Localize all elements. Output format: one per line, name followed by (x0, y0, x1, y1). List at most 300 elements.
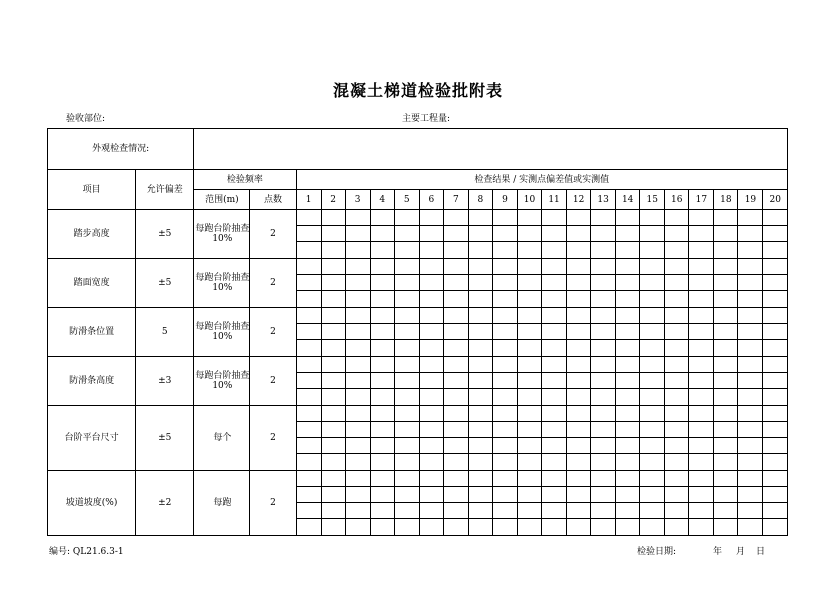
measurement-cell[interactable] (616, 357, 640, 373)
measurement-cell[interactable] (542, 308, 567, 324)
measurement-cell[interactable] (296, 389, 321, 406)
measurement-cell[interactable] (665, 503, 689, 519)
measurement-cell[interactable] (419, 519, 443, 536)
measurement-cell[interactable] (394, 308, 419, 324)
measurement-cell[interactable] (345, 422, 370, 438)
measurement-cell[interactable] (567, 210, 591, 226)
measurement-cell[interactable] (591, 357, 616, 373)
measurement-cell[interactable] (443, 519, 468, 536)
measurement-cell[interactable] (640, 406, 665, 422)
measurement-cell[interactable] (640, 519, 665, 536)
measurement-cell[interactable] (296, 519, 321, 536)
measurement-cell[interactable] (443, 487, 468, 503)
measurement-cell[interactable] (419, 438, 443, 454)
measurement-cell[interactable] (468, 226, 492, 242)
measurement-cell[interactable] (542, 226, 567, 242)
measurement-cell[interactable] (321, 471, 345, 487)
measurement-cell[interactable] (738, 373, 763, 389)
measurement-cell[interactable] (296, 259, 321, 275)
measurement-cell[interactable] (689, 357, 714, 373)
measurement-cell[interactable] (321, 210, 345, 226)
measurement-cell[interactable] (763, 422, 788, 438)
measurement-cell[interactable] (542, 389, 567, 406)
measurement-cell[interactable] (394, 226, 419, 242)
measurement-cell[interactable] (640, 340, 665, 357)
measurement-cell[interactable] (640, 389, 665, 406)
measurement-cell[interactable] (763, 519, 788, 536)
measurement-cell[interactable] (468, 519, 492, 536)
measurement-cell[interactable] (665, 487, 689, 503)
measurement-cell[interactable] (345, 389, 370, 406)
measurement-cell[interactable] (492, 210, 517, 226)
measurement-cell[interactable] (763, 242, 788, 259)
measurement-cell[interactable] (394, 242, 419, 259)
measurement-cell[interactable] (591, 519, 616, 536)
measurement-cell[interactable] (738, 454, 763, 471)
measurement-cell[interactable] (492, 519, 517, 536)
measurement-cell[interactable] (616, 324, 640, 340)
measurement-cell[interactable] (542, 519, 567, 536)
measurement-cell[interactable] (345, 454, 370, 471)
measurement-cell[interactable] (542, 373, 567, 389)
measurement-cell[interactable] (345, 226, 370, 242)
measurement-cell[interactable] (689, 454, 714, 471)
measurement-cell[interactable] (640, 422, 665, 438)
measurement-cell[interactable] (468, 357, 492, 373)
measurement-cell[interactable] (567, 389, 591, 406)
measurement-cell[interactable] (517, 308, 541, 324)
measurement-cell[interactable] (640, 324, 665, 340)
measurement-cell[interactable] (419, 373, 443, 389)
measurement-cell[interactable] (542, 242, 567, 259)
measurement-cell[interactable] (763, 308, 788, 324)
measurement-cell[interactable] (616, 471, 640, 487)
measurement-cell[interactable] (321, 324, 345, 340)
appearance-check-cell[interactable] (194, 129, 788, 170)
measurement-cell[interactable] (640, 357, 665, 373)
measurement-cell[interactable] (370, 503, 394, 519)
measurement-cell[interactable] (345, 340, 370, 357)
measurement-cell[interactable] (492, 242, 517, 259)
measurement-cell[interactable] (443, 210, 468, 226)
measurement-cell[interactable] (419, 503, 443, 519)
measurement-cell[interactable] (345, 471, 370, 487)
measurement-cell[interactable] (689, 438, 714, 454)
measurement-cell[interactable] (394, 210, 419, 226)
measurement-cell[interactable] (763, 275, 788, 291)
measurement-cell[interactable] (443, 454, 468, 471)
measurement-cell[interactable] (763, 340, 788, 357)
measurement-cell[interactable] (321, 340, 345, 357)
measurement-cell[interactable] (591, 210, 616, 226)
measurement-cell[interactable] (665, 389, 689, 406)
measurement-cell[interactable] (665, 226, 689, 242)
measurement-cell[interactable] (542, 291, 567, 308)
measurement-cell[interactable] (714, 275, 738, 291)
measurement-cell[interactable] (419, 259, 443, 275)
measurement-cell[interactable] (665, 357, 689, 373)
measurement-cell[interactable] (542, 357, 567, 373)
measurement-cell[interactable] (370, 438, 394, 454)
measurement-cell[interactable] (640, 242, 665, 259)
measurement-cell[interactable] (689, 226, 714, 242)
measurement-cell[interactable] (370, 210, 394, 226)
measurement-cell[interactable] (567, 308, 591, 324)
measurement-cell[interactable] (591, 503, 616, 519)
measurement-cell[interactable] (345, 519, 370, 536)
measurement-cell[interactable] (763, 226, 788, 242)
measurement-cell[interactable] (370, 259, 394, 275)
measurement-cell[interactable] (542, 438, 567, 454)
measurement-cell[interactable] (296, 454, 321, 471)
measurement-cell[interactable] (296, 210, 321, 226)
measurement-cell[interactable] (296, 226, 321, 242)
measurement-cell[interactable] (296, 308, 321, 324)
measurement-cell[interactable] (517, 389, 541, 406)
measurement-cell[interactable] (468, 210, 492, 226)
measurement-cell[interactable] (616, 487, 640, 503)
measurement-cell[interactable] (370, 389, 394, 406)
measurement-cell[interactable] (492, 406, 517, 422)
measurement-cell[interactable] (591, 438, 616, 454)
measurement-cell[interactable] (296, 275, 321, 291)
measurement-cell[interactable] (345, 259, 370, 275)
measurement-cell[interactable] (468, 291, 492, 308)
measurement-cell[interactable] (394, 487, 419, 503)
measurement-cell[interactable] (567, 454, 591, 471)
measurement-cell[interactable] (640, 226, 665, 242)
measurement-cell[interactable] (443, 324, 468, 340)
measurement-cell[interactable] (296, 357, 321, 373)
measurement-cell[interactable] (738, 226, 763, 242)
measurement-cell[interactable] (714, 422, 738, 438)
measurement-cell[interactable] (640, 275, 665, 291)
measurement-cell[interactable] (468, 487, 492, 503)
measurement-cell[interactable] (763, 373, 788, 389)
measurement-cell[interactable] (616, 406, 640, 422)
measurement-cell[interactable] (321, 357, 345, 373)
measurement-cell[interactable] (419, 422, 443, 438)
measurement-cell[interactable] (689, 389, 714, 406)
measurement-cell[interactable] (689, 519, 714, 536)
measurement-cell[interactable] (665, 291, 689, 308)
measurement-cell[interactable] (345, 210, 370, 226)
measurement-cell[interactable] (616, 389, 640, 406)
measurement-cell[interactable] (443, 438, 468, 454)
measurement-cell[interactable] (542, 259, 567, 275)
measurement-cell[interactable] (689, 324, 714, 340)
measurement-cell[interactable] (763, 210, 788, 226)
measurement-cell[interactable] (567, 324, 591, 340)
measurement-cell[interactable] (763, 454, 788, 471)
measurement-cell[interactable] (370, 275, 394, 291)
measurement-cell[interactable] (468, 242, 492, 259)
measurement-cell[interactable] (492, 259, 517, 275)
measurement-cell[interactable] (738, 389, 763, 406)
measurement-cell[interactable] (296, 340, 321, 357)
measurement-cell[interactable] (591, 487, 616, 503)
measurement-cell[interactable] (370, 487, 394, 503)
measurement-cell[interactable] (640, 487, 665, 503)
measurement-cell[interactable] (567, 373, 591, 389)
measurement-cell[interactable] (517, 324, 541, 340)
measurement-cell[interactable] (296, 487, 321, 503)
measurement-cell[interactable] (714, 242, 738, 259)
measurement-cell[interactable] (738, 406, 763, 422)
measurement-cell[interactable] (345, 275, 370, 291)
measurement-cell[interactable] (738, 275, 763, 291)
measurement-cell[interactable] (321, 308, 345, 324)
measurement-cell[interactable] (443, 471, 468, 487)
measurement-cell[interactable] (394, 438, 419, 454)
measurement-cell[interactable] (370, 406, 394, 422)
measurement-cell[interactable] (419, 275, 443, 291)
measurement-cell[interactable] (763, 438, 788, 454)
measurement-cell[interactable] (419, 357, 443, 373)
measurement-cell[interactable] (591, 275, 616, 291)
measurement-cell[interactable] (738, 438, 763, 454)
measurement-cell[interactable] (443, 406, 468, 422)
measurement-cell[interactable] (296, 471, 321, 487)
measurement-cell[interactable] (345, 291, 370, 308)
measurement-cell[interactable] (616, 275, 640, 291)
measurement-cell[interactable] (394, 291, 419, 308)
measurement-cell[interactable] (738, 340, 763, 357)
measurement-cell[interactable] (616, 226, 640, 242)
measurement-cell[interactable] (370, 308, 394, 324)
measurement-cell[interactable] (492, 291, 517, 308)
measurement-cell[interactable] (665, 406, 689, 422)
measurement-cell[interactable] (591, 242, 616, 259)
measurement-cell[interactable] (443, 308, 468, 324)
measurement-cell[interactable] (714, 406, 738, 422)
measurement-cell[interactable] (345, 438, 370, 454)
measurement-cell[interactable] (468, 471, 492, 487)
measurement-cell[interactable] (640, 259, 665, 275)
measurement-cell[interactable] (468, 438, 492, 454)
measurement-cell[interactable] (443, 389, 468, 406)
measurement-cell[interactable] (542, 422, 567, 438)
measurement-cell[interactable] (689, 373, 714, 389)
measurement-cell[interactable] (542, 210, 567, 226)
measurement-cell[interactable] (714, 503, 738, 519)
measurement-cell[interactable] (763, 324, 788, 340)
measurement-cell[interactable] (517, 340, 541, 357)
measurement-cell[interactable] (296, 324, 321, 340)
measurement-cell[interactable] (468, 503, 492, 519)
measurement-cell[interactable] (296, 406, 321, 422)
measurement-cell[interactable] (714, 291, 738, 308)
measurement-cell[interactable] (468, 454, 492, 471)
measurement-cell[interactable] (689, 471, 714, 487)
measurement-cell[interactable] (370, 471, 394, 487)
measurement-cell[interactable] (714, 226, 738, 242)
measurement-cell[interactable] (468, 259, 492, 275)
measurement-cell[interactable] (370, 324, 394, 340)
measurement-cell[interactable] (738, 487, 763, 503)
measurement-cell[interactable] (517, 471, 541, 487)
measurement-cell[interactable] (542, 503, 567, 519)
measurement-cell[interactable] (689, 291, 714, 308)
measurement-cell[interactable] (394, 471, 419, 487)
measurement-cell[interactable] (419, 226, 443, 242)
measurement-cell[interactable] (591, 259, 616, 275)
measurement-cell[interactable] (517, 503, 541, 519)
measurement-cell[interactable] (591, 406, 616, 422)
measurement-cell[interactable] (689, 340, 714, 357)
measurement-cell[interactable] (492, 324, 517, 340)
measurement-cell[interactable] (517, 487, 541, 503)
measurement-cell[interactable] (517, 438, 541, 454)
measurement-cell[interactable] (443, 373, 468, 389)
measurement-cell[interactable] (738, 519, 763, 536)
measurement-cell[interactable] (443, 291, 468, 308)
measurement-cell[interactable] (763, 389, 788, 406)
measurement-cell[interactable] (419, 324, 443, 340)
measurement-cell[interactable] (763, 291, 788, 308)
measurement-cell[interactable] (345, 308, 370, 324)
measurement-cell[interactable] (321, 373, 345, 389)
measurement-cell[interactable] (492, 357, 517, 373)
measurement-cell[interactable] (689, 275, 714, 291)
measurement-cell[interactable] (394, 324, 419, 340)
measurement-cell[interactable] (567, 438, 591, 454)
measurement-cell[interactable] (714, 519, 738, 536)
measurement-cell[interactable] (665, 438, 689, 454)
measurement-cell[interactable] (443, 259, 468, 275)
measurement-cell[interactable] (542, 340, 567, 357)
measurement-cell[interactable] (591, 340, 616, 357)
measurement-cell[interactable] (394, 389, 419, 406)
measurement-cell[interactable] (321, 291, 345, 308)
measurement-cell[interactable] (567, 357, 591, 373)
measurement-cell[interactable] (665, 308, 689, 324)
measurement-cell[interactable] (321, 226, 345, 242)
measurement-cell[interactable] (419, 454, 443, 471)
measurement-cell[interactable] (419, 340, 443, 357)
measurement-cell[interactable] (296, 503, 321, 519)
measurement-cell[interactable] (419, 406, 443, 422)
measurement-cell[interactable] (738, 308, 763, 324)
measurement-cell[interactable] (665, 259, 689, 275)
measurement-cell[interactable] (689, 487, 714, 503)
measurement-cell[interactable] (665, 275, 689, 291)
measurement-cell[interactable] (517, 210, 541, 226)
measurement-cell[interactable] (616, 259, 640, 275)
measurement-cell[interactable] (321, 519, 345, 536)
measurement-cell[interactable] (370, 357, 394, 373)
measurement-cell[interactable] (419, 242, 443, 259)
measurement-cell[interactable] (321, 242, 345, 259)
measurement-cell[interactable] (640, 454, 665, 471)
measurement-cell[interactable] (665, 373, 689, 389)
measurement-cell[interactable] (542, 454, 567, 471)
measurement-cell[interactable] (443, 275, 468, 291)
measurement-cell[interactable] (714, 438, 738, 454)
measurement-cell[interactable] (591, 291, 616, 308)
measurement-cell[interactable] (370, 340, 394, 357)
measurement-cell[interactable] (591, 373, 616, 389)
measurement-cell[interactable] (492, 438, 517, 454)
measurement-cell[interactable] (714, 357, 738, 373)
measurement-cell[interactable] (763, 487, 788, 503)
measurement-cell[interactable] (394, 340, 419, 357)
measurement-cell[interactable] (468, 389, 492, 406)
measurement-cell[interactable] (517, 226, 541, 242)
measurement-cell[interactable] (567, 471, 591, 487)
measurement-cell[interactable] (443, 242, 468, 259)
measurement-cell[interactable] (321, 406, 345, 422)
measurement-cell[interactable] (517, 291, 541, 308)
measurement-cell[interactable] (517, 519, 541, 536)
measurement-cell[interactable] (689, 259, 714, 275)
measurement-cell[interactable] (517, 454, 541, 471)
measurement-cell[interactable] (419, 308, 443, 324)
measurement-cell[interactable] (714, 471, 738, 487)
measurement-cell[interactable] (689, 308, 714, 324)
measurement-cell[interactable] (616, 438, 640, 454)
measurement-cell[interactable] (321, 503, 345, 519)
measurement-cell[interactable] (345, 406, 370, 422)
measurement-cell[interactable] (443, 422, 468, 438)
measurement-cell[interactable] (616, 210, 640, 226)
measurement-cell[interactable] (616, 242, 640, 259)
measurement-cell[interactable] (370, 226, 394, 242)
measurement-cell[interactable] (468, 324, 492, 340)
measurement-cell[interactable] (591, 471, 616, 487)
measurement-cell[interactable] (714, 259, 738, 275)
measurement-cell[interactable] (394, 422, 419, 438)
measurement-cell[interactable] (763, 471, 788, 487)
measurement-cell[interactable] (714, 324, 738, 340)
measurement-cell[interactable] (321, 259, 345, 275)
measurement-cell[interactable] (738, 259, 763, 275)
measurement-cell[interactable] (738, 324, 763, 340)
measurement-cell[interactable] (345, 324, 370, 340)
measurement-cell[interactable] (567, 275, 591, 291)
measurement-cell[interactable] (492, 389, 517, 406)
measurement-cell[interactable] (616, 291, 640, 308)
measurement-cell[interactable] (443, 357, 468, 373)
measurement-cell[interactable] (492, 308, 517, 324)
measurement-cell[interactable] (394, 275, 419, 291)
measurement-cell[interactable] (542, 406, 567, 422)
measurement-cell[interactable] (689, 503, 714, 519)
measurement-cell[interactable] (640, 503, 665, 519)
measurement-cell[interactable] (665, 422, 689, 438)
measurement-cell[interactable] (640, 438, 665, 454)
measurement-cell[interactable] (394, 259, 419, 275)
measurement-cell[interactable] (468, 422, 492, 438)
measurement-cell[interactable] (492, 487, 517, 503)
measurement-cell[interactable] (738, 210, 763, 226)
measurement-cell[interactable] (542, 471, 567, 487)
measurement-cell[interactable] (714, 373, 738, 389)
measurement-cell[interactable] (616, 503, 640, 519)
measurement-cell[interactable] (517, 242, 541, 259)
measurement-cell[interactable] (321, 389, 345, 406)
measurement-cell[interactable] (321, 275, 345, 291)
measurement-cell[interactable] (640, 291, 665, 308)
measurement-cell[interactable] (492, 471, 517, 487)
measurement-cell[interactable] (763, 259, 788, 275)
measurement-cell[interactable] (738, 503, 763, 519)
measurement-cell[interactable] (492, 226, 517, 242)
measurement-cell[interactable] (394, 373, 419, 389)
measurement-cell[interactable] (689, 210, 714, 226)
measurement-cell[interactable] (665, 340, 689, 357)
measurement-cell[interactable] (542, 324, 567, 340)
